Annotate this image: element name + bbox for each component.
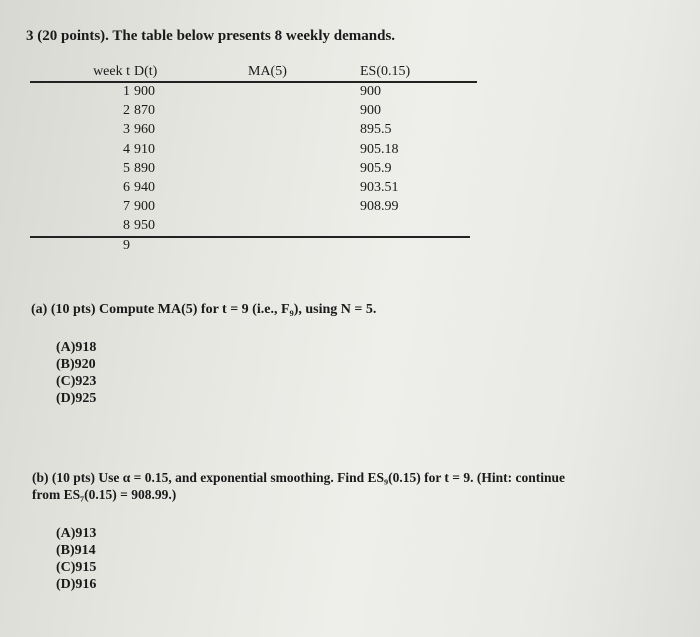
table-cell-es: 905.18: [360, 142, 399, 157]
header-rule: [30, 81, 477, 83]
table-cell-demand: 910: [134, 142, 155, 157]
part-a-choice-c: (C)923: [56, 374, 97, 389]
table-cell-demand: 900: [134, 199, 155, 214]
header-week: week t: [93, 64, 130, 79]
table-cell-demand: 890: [134, 161, 155, 176]
table-cell-demand: 870: [134, 103, 155, 118]
table-cell-week: 2: [123, 103, 130, 118]
part-a-choice-b: (B)920: [56, 357, 96, 372]
table-cell-week: 5: [123, 161, 130, 176]
demand-table: [30, 64, 480, 264]
part-b-prompt-line2: from ES₇(0.15) = 908.99.): [32, 487, 177, 502]
part-b-prompt-line1: (b) (10 pts) Use α = 0.15, and exponential smoothing. Find ES₉(0.15) for t = 9. (Hint: continue: [32, 470, 565, 485]
part-b-choice-b: (B)914: [56, 543, 96, 558]
table-cell-es: 908.99: [360, 199, 399, 214]
table-cell-demand: 940: [134, 180, 155, 195]
question-title: 3 (20 points). The table below presents 8 weekly demands.: [26, 28, 396, 44]
table-cell-week: 8: [123, 218, 130, 233]
table-cell-es: 903.51: [360, 180, 399, 195]
table-cell-es: 900: [360, 103, 381, 118]
table-cell-week: 4: [123, 142, 130, 157]
part-a-prompt: (a) (10 pts) Compute MA(5) for t = 9 (i.e., F₉), using N = 5.: [31, 302, 377, 317]
table-cell-demand: 950: [134, 218, 155, 233]
header-es: ES(0.15): [360, 64, 411, 79]
table-cell-week: 3: [123, 122, 130, 137]
table-cell-es: 900: [360, 84, 381, 99]
part-a-choice-d: (D)925: [56, 391, 97, 406]
part-b-choice-c: (C)915: [56, 560, 97, 575]
header-ma: MA(5): [248, 64, 287, 79]
table-cell-es: 905.9: [360, 161, 392, 176]
table-cell-week: 7: [123, 199, 130, 214]
table-cell-week: 1: [123, 84, 130, 99]
part-a-choice-a: (A)918: [56, 340, 97, 355]
table-cell-demand: 960: [134, 122, 155, 137]
table-cell-week: 6: [123, 180, 130, 195]
table-cell-week: 9: [123, 238, 130, 253]
table-cell-es: 895.5: [360, 122, 392, 137]
header-demand: D(t): [134, 64, 158, 79]
bottom-rule: [30, 236, 470, 238]
part-b-choice-d: (D)916: [56, 577, 97, 592]
table-cell-demand: 900: [134, 84, 155, 99]
part-b-choice-a: (A)913: [56, 526, 97, 541]
